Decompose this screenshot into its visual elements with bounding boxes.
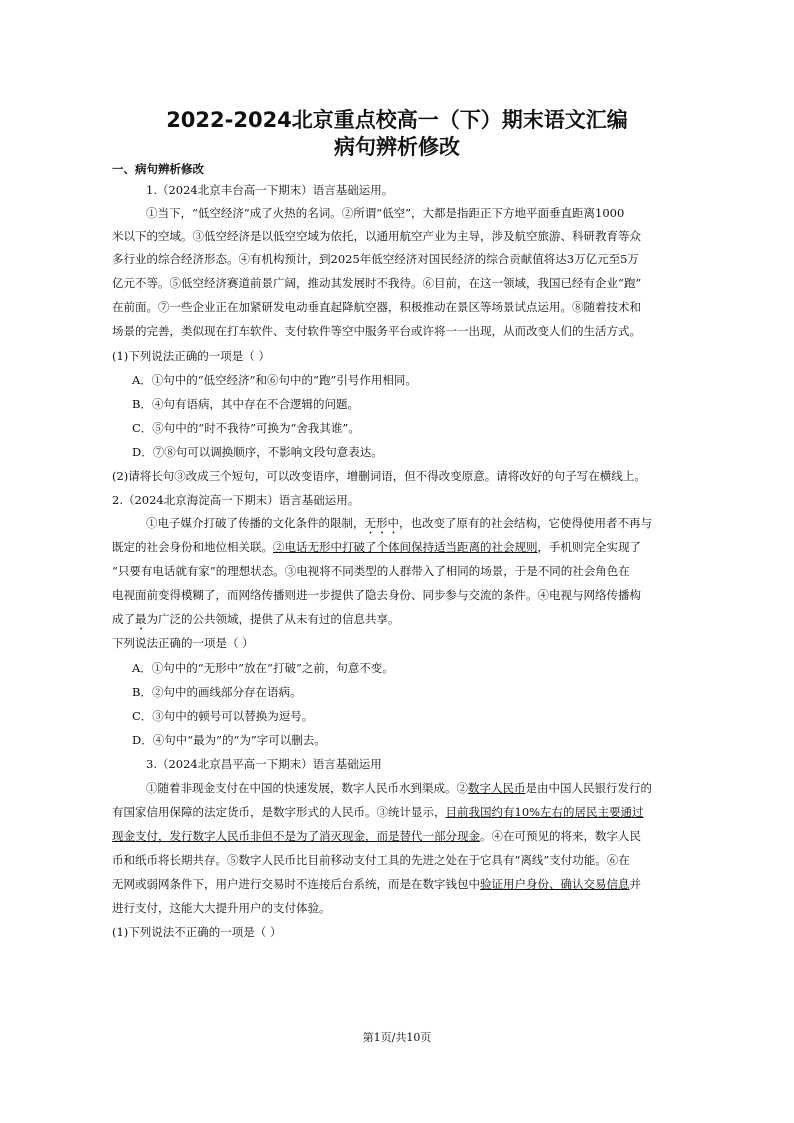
q1-subquestion: (1)下列说法正确的一项是（ ） — [112, 349, 270, 363]
q1-option-c: C．⑤句中的“时不我待”可换为“舍我其谁”。 — [132, 421, 360, 435]
q1-passage-line: 米以下的空域。③低空经济是以低空空域为依托，以通用航空产业为主导，涉及航空旅游、科研教育等众 — [112, 229, 641, 243]
q1-passage-line: 亿元不等。⑤低空经济赛道前景广阔，推动其发展时不我待。⑥目前，在这一领域，我国已经有企业“跑” — [112, 276, 642, 290]
document-title: 2022-2024北京重点校高一（下）期末语文汇编 — [166, 108, 628, 132]
q3-passage-line: 币和纸币将长期共存。⑤数字人民币比目前移动支付工具的先进之处在于它具有“离线”支付功能。⑥在 — [112, 853, 630, 867]
q1-source: 1.（2024北京丰台高一下期末）语言基础运用。 — [146, 183, 394, 197]
q3-passage-line: ①随着非现金支付在中国的快速发展，数字人民币水到渠成。②数字人民币是由中国人民银行发行的 — [146, 781, 652, 795]
q2-passage-line: “只要有电话就有家”的理想状态。③电视将不同类型的人群带入了相同的场景，于是不同的社会角色在 — [112, 564, 630, 578]
q3-subquestion: (1)下列说法不正确的一项是（ ） — [112, 925, 282, 939]
q2-question: 下列说法正确的一项是（ ） — [112, 636, 254, 650]
q3-passage-line: 有国家信用保障的法定货币，是数字形式的人民币。③统计显示，目前我国约有10%左右的居民主要通过 — [112, 805, 644, 819]
q1-option-a: A．①句中的“低空经济”和⑥句中的“跑”引号作用相同。 — [132, 373, 417, 387]
document-subtitle: 病句辨析修改 — [334, 135, 460, 159]
page-number: 第1页/共10页 — [362, 1031, 432, 1044]
q2-source: 2.（2024北京海淀高一下期末）语言基础运用。 — [112, 493, 360, 507]
q2-option-a: A．①句中的“无形中”放在“打破”之前，句意不变。 — [132, 661, 394, 675]
q2-passage-line: 成了最为广泛的公共领域，提供了从未有过的信息共享。 — [112, 612, 400, 626]
q1-option-b: B．④句有语病，其中存在不合逻辑的问题。 — [132, 397, 359, 411]
section-heading: 一、病句辨析修改 — [112, 162, 204, 176]
q2-option-b: B．②句中的画线部分存在语病。 — [132, 685, 302, 699]
q2-passage-line: 既定的社会身份和地位相关联。②电话无形中打破了个体间保持适当距离的社会规则，手机则完全实现了 — [112, 540, 641, 554]
q2-underlined-sentence: ②电话无形中打破了个体间保持适当距离的社会规则 — [273, 540, 538, 554]
q2-passage-line: 电视面前变得模糊了，而网络传播则进一步提供了隐去身份、同步参与交流的条件。④电视与网络传播构 — [112, 588, 641, 602]
q1-passage-line: 在前面。⑦一些企业正在加紧研发电动垂直起降航空器，积极推动在景区等场景试点运用。⑧随着技术和 — [112, 300, 641, 314]
q2-passage-line: ①电子媒介打破了传播的文化条件的限制，无形中，也改变了原有的社会结构，它使得使用者不再与 — [146, 516, 652, 530]
q2-option-d: D．④句中“最为”的“为”字可以删去。 — [132, 733, 326, 747]
q1-passage-line: 场景的完善，类似现在打车软件、支付软件等空中服务平台或许将一一出现，从而改变人们的生活方式。 — [112, 324, 641, 338]
q3-passage-line: 无网或弱网条件下，用户进行交易时不连接后台系统，而是在数字钱包中验证用户身份、确认交易信息并 — [112, 877, 641, 891]
q3-passage-line: 现金支付，发行数字人民币非但不是为了消灭现金，而是替代一部分现金。④在可预见的将来，数字人民 — [112, 829, 641, 843]
q1-option-d: D．⑦⑧句可以调换顺序，不影响文段句意表达。 — [132, 445, 383, 459]
q3-passage-line: 进行支付，这能大大提升用户的支付体验。 — [112, 901, 331, 915]
q2-option-c: C．③句中的顿号可以替换为逗号。 — [132, 709, 314, 723]
q3-source: 3.（2024北京昌平高一下期末）语言基础运用 — [146, 757, 382, 771]
q1-subquestion-2: (2)请将长句③改成三个短句，可以改变语序，增删词语，但不得改变原意。请将改好的句子写在横线上。 — [112, 469, 646, 483]
q1-passage-line: ①当下，“低空经济”成了火热的名词。②所谓“低空”，大都是指距正下方地平面垂直距离1000 — [146, 206, 625, 220]
q1-passage-line: 多行业的综合经济形态。④有机构预计，到2025年低空经济对国民经济的综合贡献值将达3万亿元至5万 — [112, 252, 639, 266]
